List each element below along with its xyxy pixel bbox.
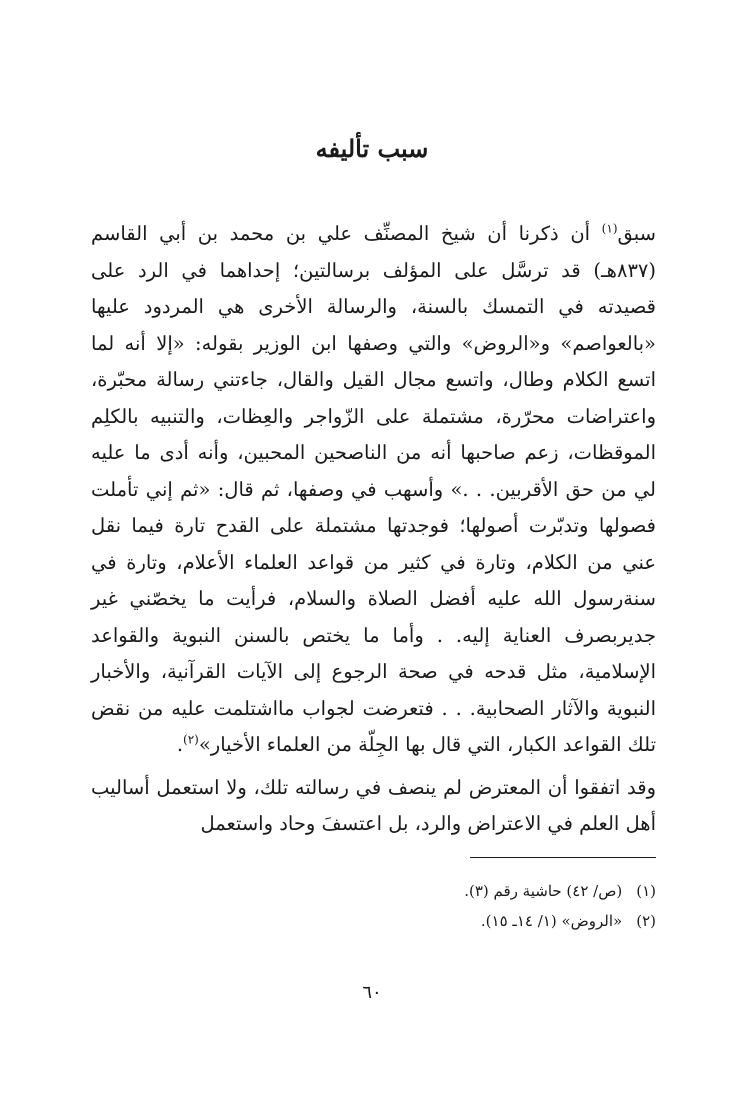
page-number: ٦٠ [362, 982, 382, 1003]
paragraph-1-opening: سبق [617, 222, 656, 245]
section-title: سبب تأليفه [315, 134, 429, 164]
footnotes [91, 876, 656, 936]
footnote-ref-1: (١) [601, 221, 618, 236]
paragraph-1-end: . [176, 733, 184, 756]
footnote-text: «الروض» (١/ ١٤ـ ١٥). [480, 912, 623, 930]
footnote-ref-2: (٢) [183, 732, 199, 747]
paragraph-1-body: أن ذكرنا أن شيخ المصنِّف علي بن محمد بن أبي القاسم (٨٣٧هـ) قد ترسَّل على المؤلف برسالتين؛ إحداهما في الرد على قصيدته في التمسك بالسنة، والرسالة الأخرى هي المردود عليها «بالعواصم» و«الروض» والتي وصفها ابن الوزير بقوله: «إلا أنه لما اتسع الكلام وطال، واتسع مجال القيل والقال، جاءتني رسالة محبّرة، واعتراضات محرّرة، مشتملة على الزّواجر والعِظات، والتنبيه بالكلِم الموقظات، زعم صاحبها أنه من الناصحين المحبين، وأنه أدى ما عليه لي من حق الأقربين. . .» وأسهب في وصفها، ثم قال: «ثم إني تأملت فصولها وتدبّرت أصولها؛ فوجدتها مشتملة على القدح تارة فيما نقل عني من الكلام، وتارة في كثير من قواعد العلماء الأعلام، وتارة في سنةرسول الله عليه أفضل الصلاة والسلام، فرأيت ما يخصّني غير جديربصرف العناية إليه. . وأما ما يختص بالسنن النبوية والقواعد الإسلامية، مثل قدحه في صحة الرجوع إلى الآيات القرآنية، والأخبار النبوية والآثار الصحابية. . . فتعرضت لجواب مااشتلمت عليه من نقض تلك القواعد الكبار، التي قال بها الجِلّة من العلماء الأخيار» [91, 222, 656, 756]
paragraph-1 [91, 216, 656, 764]
main-text [91, 216, 656, 843]
footnote-1 [91, 876, 656, 906]
footnote-number: (١) [636, 882, 656, 900]
paragraph-2: وقد اتفقوا أن المعترض لم ينصف في رسالته تلك، ولا استعمل أساليب أهل العلم في الاعتراض والرد، بل اعتسفَ وحاد واستعمل [91, 775, 656, 835]
footnote-2 [91, 906, 656, 936]
footnote-number: (٢) [636, 912, 656, 930]
footnote-separator [470, 857, 656, 858]
footnote-text: (ص/ ٤٢) حاشية رقم (٣). [464, 882, 623, 900]
